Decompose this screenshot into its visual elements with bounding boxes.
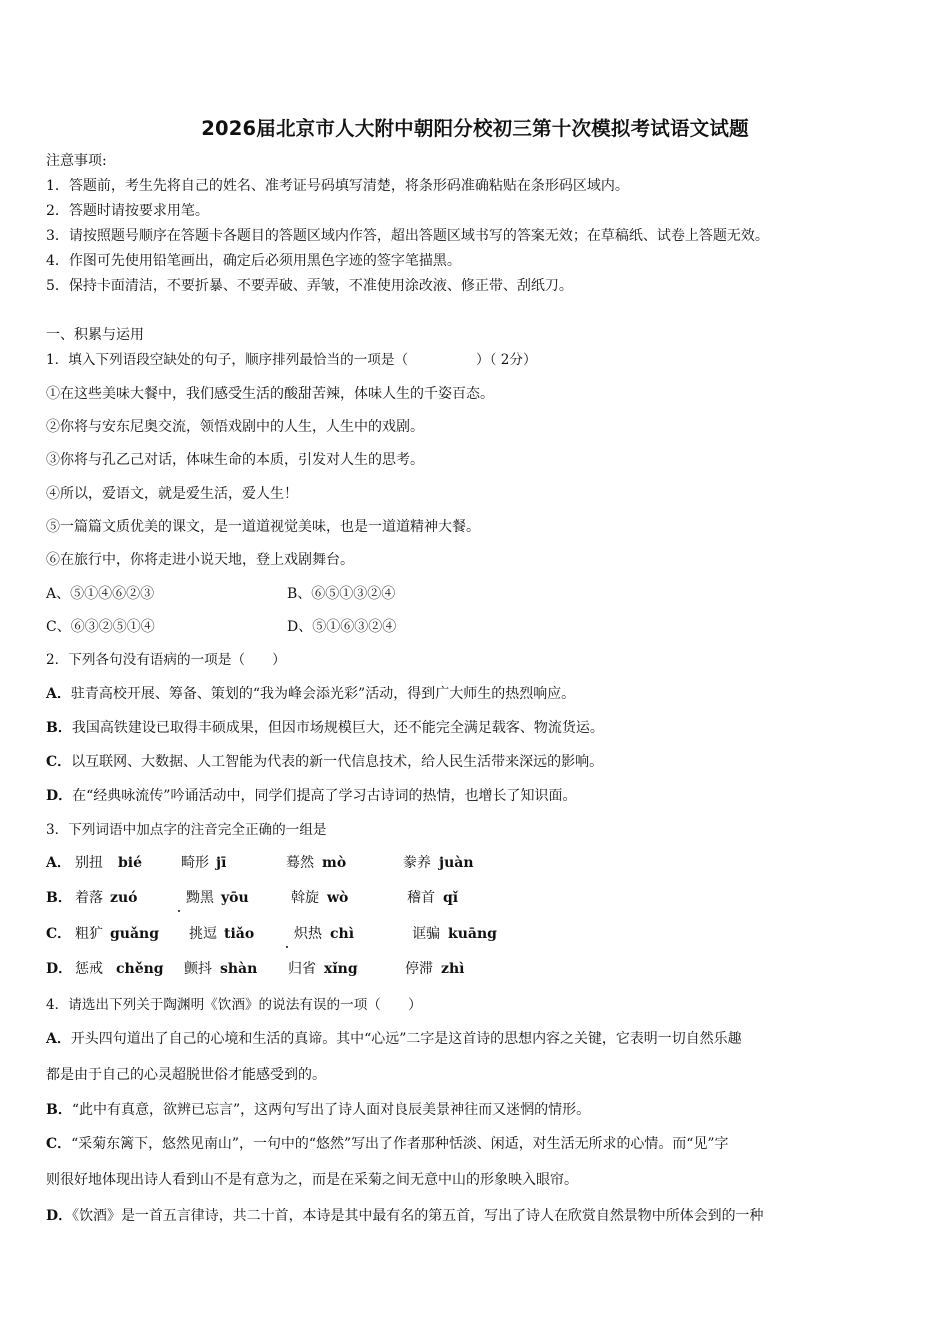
q1-sentence: ③你将与孔乙己对话，体味生命的本质，引发对人生的思考。 <box>46 452 424 468</box>
option-text: 驻青高校开展、筹备、策划的“我为峰会添光彩”活动，得到广大师生的热烈响应。 <box>70 686 576 702</box>
q4-option-d[interactable] <box>46 1206 904 1226</box>
q3-pinyin: kuāng <box>448 926 497 942</box>
section-heading: 一、积累与运用 <box>46 327 144 343</box>
question-1-stem: 1．填入下列语段空缺处的句子，顺序排列最恰当的一项是（ ）（ 2分） <box>46 352 537 368</box>
q1-option-d[interactable]: D、⑤①⑥③②④ <box>287 619 397 635</box>
q3-word: 炽热 <box>294 926 322 942</box>
q3-word: 停滞 <box>405 961 433 977</box>
option-text: “此中有真意，欲辨已忘言”，这两句写出了诗人面对良辰美景神往而又迷惘的情形。 <box>71 1102 591 1118</box>
option-text: “采菊东篱下，悠然见南山”，一句中的“悠然”写出了作者那种恬淡、闲适，对生活无所求的心情。而“见”字 <box>71 1136 729 1152</box>
q3-pinyin: zuó <box>110 890 138 906</box>
q3-word: 颤抖 <box>184 961 212 977</box>
option-label: C． <box>46 926 72 942</box>
option-label: C． <box>46 754 72 770</box>
page-title: 2026届北京市人大附中朝阳分校初三第十次模拟考试语文试题 <box>201 117 749 140</box>
q3-word: 诓骗 <box>412 926 440 942</box>
q3-word: 黝黑 <box>186 890 214 906</box>
q1-sentence: ⑥在旅行中，你将走进小说天地，登上戏剧舞台。 <box>46 552 354 568</box>
option-label: A． <box>46 855 71 871</box>
q4-option-c[interactable] <box>46 1134 904 1154</box>
q3-pinyin: chěng <box>116 961 164 977</box>
q3-pinyin: wò <box>327 890 349 906</box>
q4-option-a-cont <box>46 1065 326 1085</box>
q4-option-a[interactable] <box>46 1029 904 1049</box>
q3-pinyin: guǎng <box>110 926 160 942</box>
q3-word: 着落 <box>75 890 103 906</box>
q3-pinyin: xǐng <box>324 961 358 977</box>
q4-option-b[interactable] <box>46 1100 590 1120</box>
q3-word: 归省 <box>288 961 316 977</box>
option-text: 则很好地体现出诗人看到山不是有意为之，而是在采菊之间无意中山的形象映入眼帘。 <box>46 1172 578 1188</box>
option-text: 开头四句道出了自己的心境和生活的真谛。其中“心远”二字是这首诗的思想内容之关键，它表明一切自然乐趣 <box>70 1031 742 1047</box>
q3-pinyin: bié <box>118 855 143 871</box>
q3-word: 粗犷 <box>75 926 103 942</box>
q1-sentence: ⑤一篇篇文质优美的课文，是一道道视觉美味，也是一道道精神大餐。 <box>46 519 480 535</box>
q1-sentence: ①在这些美味大餐中，我们感受生活的酸甜苦辣，体味人生的千姿百态。 <box>46 386 494 402</box>
notice-item: 3．请按照题号顺序在答题卡各题目的答题区域内作答，超出答题区域书写的答案无效；在草稿纸、试卷上答题无效。 <box>46 228 769 244</box>
q2-option-c[interactable] <box>46 752 603 772</box>
q2-option-d[interactable] <box>46 786 576 806</box>
q2-option-b[interactable] <box>46 718 604 738</box>
option-label: B． <box>46 890 72 906</box>
option-label: C． <box>46 1136 72 1152</box>
option-label: D． <box>46 1208 73 1224</box>
question-2-stem: 2．下列各句没有语病的一项是（ ） <box>46 652 286 668</box>
option-text: 《饮酒》是一首五言律诗，共二十首，本诗是其中最有名的第五首，写出了诗人在欣赏自然景物中所体会到的一种 <box>72 1208 764 1224</box>
q3-pinyin: jī <box>216 855 227 871</box>
q3-pinyin: tiǎo <box>224 926 255 942</box>
q3-word: 蓦然 <box>286 855 314 871</box>
q3-word: 豢养 <box>403 855 431 871</box>
option-label: A． <box>46 1031 71 1047</box>
q1-option-a[interactable]: A、⑤①④⑥②③ <box>46 586 155 602</box>
q3-pinyin: zhì <box>441 961 465 977</box>
q3-word: 惩戒 <box>75 961 103 977</box>
option-text: 都是由于自己的心灵超脱世俗才能感受到的。 <box>46 1067 326 1083</box>
option-label: D． <box>46 961 73 977</box>
q4-option-c-cont <box>46 1170 578 1190</box>
option-text: 我国高铁建设已取得丰硕成果，但因市场规模巨大，还不能完全满足载客、物流货运。 <box>71 720 604 736</box>
notice-item: 5．保持卡面清洁，不要折暴、不要弄破、弄皱，不准使用涂改液、修正带、刮纸刀。 <box>46 278 573 294</box>
q3-word: 稽首 <box>407 890 435 906</box>
q1-sentence: ④所以，爱语文，就是爱生活，爱人生！ <box>46 486 298 502</box>
question-3-stem: 3．下列词语中加点字的注音完全正确的一组是 <box>46 822 327 838</box>
option-text: 在“经典咏流传”吟诵活动中，同学们提高了学习古诗词的热情，也增长了知识面。 <box>72 788 577 804</box>
notice-item: 1．答题前，考生先将自己的姓名、准考证号码填写清楚，将条形码准确粘贴在条形码区域内。 <box>46 178 629 194</box>
q3-word: 斡旋 <box>291 890 319 906</box>
q1-sentence: ②你将与安东尼奥交流，领悟戏剧中的人生，人生中的戏剧。 <box>46 419 424 435</box>
q1-option-c[interactable]: C、⑥③②⑤①④ <box>46 619 155 635</box>
q3-word: 挑逗 <box>189 926 217 942</box>
q1-option-b[interactable]: B、⑥⑤①③②④ <box>287 586 396 602</box>
q3-pinyin: yōu <box>221 890 249 906</box>
q3-pinyin: mò <box>322 855 347 871</box>
q2-option-a[interactable] <box>46 684 575 704</box>
option-label: B． <box>46 720 72 736</box>
notice-item: 2．答题时请按要求用笔。 <box>46 203 209 219</box>
q3-word: 畸形 <box>181 855 209 871</box>
option-text: 以互联网、大数据、人工智能为代表的新一代信息技术，给人民生活带来深远的影响。 <box>71 754 604 770</box>
option-label: B． <box>46 1102 72 1118</box>
q3-pinyin: qǐ <box>443 890 459 906</box>
q3-pinyin: shàn <box>220 961 258 977</box>
option-label: A． <box>46 686 71 702</box>
q3-pinyin: chì <box>330 926 355 942</box>
question-4-stem: 4．请选出下列关于陶渊明《饮酒》的说法有误的一项（ ） <box>46 997 422 1013</box>
q3-word: 别扭 <box>75 855 103 871</box>
q3-pinyin: juàn <box>439 855 474 871</box>
notice-item: 4．作图可先使用铅笔画出，确定后必须用黑色字迹的签字笔描黑。 <box>46 253 461 269</box>
notice-heading: 注意事项: <box>46 153 107 169</box>
option-label: D． <box>46 788 73 804</box>
